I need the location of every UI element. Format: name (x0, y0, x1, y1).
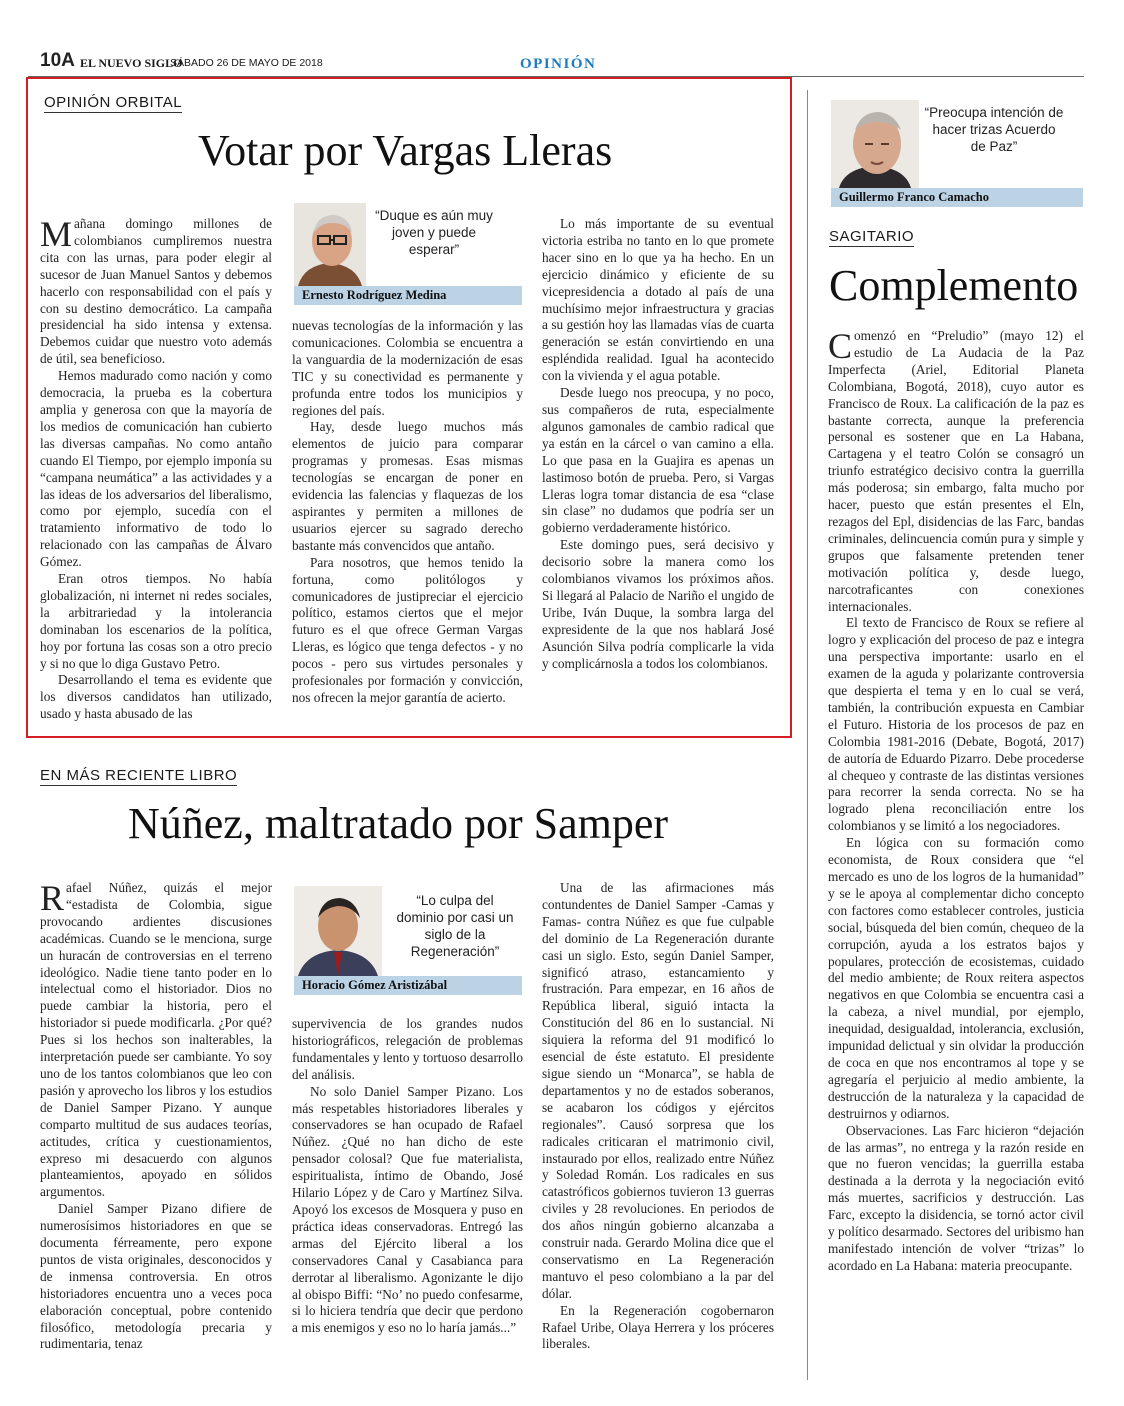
paragraph: añana domingo millones de colombianos cumpliremos nuestra cita con las urnas, para poder elegir al sucesor de Juan Manuel Santos y debemos hacerlo con responsabilidad con el país y con su destino democrático. La campaña presidencial ha sido intensa y extensa. Debemos cuidar que nuestro voto además de útil, sea beneficioso. (40, 216, 272, 367)
paragraph: Eran otros tiempos. No había globalización, ni internet ni redes sociales, la arbitrariedad y la intolerancia dominaban los escenarios de la política, hoy por fortuna las cosas son a otro precio y si no que lo diga Gustavo Petro. (40, 571, 272, 671)
section-title: OPINIÓN (520, 56, 597, 72)
paragraph: supervivencia de los grandes nudos historiográficos, relegación de problemas fundamentales y lento y tortuoso desarrollo del análisis. (292, 1016, 523, 1082)
paragraph: Una de las afirmaciones más contundentes de Daniel Samper -Camas y Famas- contra Núñez es que fue culpable del dominio de La Regeneración durante casi un siglo. Esto, según Daniel Samper, significó atraso, estancamiento y frustración. Para empezar, en 16 años de República liberal, siguió intacta la Constitución del 86 en lo sustancial. Ni siquiera la reforma del 91 modificó lo esencial de éste estatuto. El presidente sigue siendo un “Monarca”, se habla de departamentos y no de estados soberanos, se acabaron los códigos y ejércitos regionales”. Causó sorpresa que los radicales criticaran el matrimonio civil, instaurado por ellos, realizado entre Núñez y Soledad Román. Los radicales en sus catastróficos gobiernos tuvieron 13 guerras civiles y 28 revoluciones. En periodos de dos años ningún gobierno alcanzaba a construir nada. Gerardo Molina dice que el conservatismo en La Regeneración mantuvo el peso colombiano a la par del dólar. (542, 880, 774, 1301)
paragraph: omenzó en “Preludio” (mayo 12) el estudio de La Audacia de la Paz Imperfecta (Ariel, Editorial Planeta Colombiana, Bogotá, 2018), cuyo autor es Francisco de Roux. La calificación de la paz es bastante correcta, aunque la preferencia personal es sostener que en La Habana, Cartagena y el teatro Colón se consagró un triunfo estratégico decisivo contra la guerrilla más poderosa; sin embargo, falta mucho por hacer, puesto que están presentes el Eln, rezagos del Epl, disidencias de las Farc, bandas criminales, delincuencia común pura y simple y grupos que falsamente pretenden tener motivación política y, desde luego, narcotraficantes con conexiones internacionales. (828, 328, 1084, 614)
article3-title: Núñez, maltratado por Samper (128, 799, 669, 848)
paragraph: El texto de Francisco de Roux se refiere al logro y explicación del proceso de paz e integra una perspectiva importante: usarlo en el examen de la aguda y polarizante controversia que despierta el tema y en lo cual se verá, también, la contribución expuesta en Cambiar el Futuro. Historia de los procesos de paz en Colombia 1981-2016 (Debate, Bogotá, 2017) de autoría de Eduardo Pizarro. Debe procederse al chequeo y contraste de las distintas versiones para recorrer la senda correcta. No se ha logrado plena reconciliación entre los colombianos y se limitó a los negociadores. (828, 615, 1084, 834)
paragraph: afael Núñez, quizás el mejor “estadista de Colombia, sigue provocando ardientes discusiones académicas. Cuando se le menciona, surge un huracán de controversias en el terreno ideológico. Nadie tiene tanto poder en lo intelectual como el historiador. Dios no puede cambiar la historia, pero el historiador si puede modificarla. ¿Por qué? Pues si los hechos son inalterables, la interpretación puede ser cambiante. Yo soy uno de los tantos colombianos que leo con pasión y aprovecho los libros y los estudios de Daniel Samper Pizano. Y aunque comparto multitud de sus audaces teorías, actitudes, crítica y cuestionamientos, expreso mi desacuerdo con algunos planteamientos, apoyado en sólidos argumentos. (40, 880, 272, 1200)
drop-cap: R (40, 878, 65, 918)
paragraph: Desde luego nos preocupa, y no poco, sus compañeros de ruta, especialmente algunos gamonales de cambio radical que ya están en la cárcel o van camino a ella. Lo que pasa en la Guajira es apenas un lastimoso botón de prueba. Pero, si Vargas Lleras logra tomar distancia de esa “clase sin clase” no dudamos que podría ser un gobierno verdaderamente histórico. (542, 385, 774, 536)
paragraph: Lo más importante de su eventual victoria estriba no tanto en lo que promete hacer sino en lo que ya ha hecho. En un ejercicio dinámico y eficiente de su vicepresidencia a dotado al país de una muchísimo mejor infraestructura y gracias a su gestión hoy las llamadas vías de cuarta generación se están convirtiendo en una espléndida realidad. Igual ha acontecido con la vivienda y el agua potable. (542, 216, 774, 384)
article1-column-3 (542, 216, 774, 672)
paragraph: Observaciones. Las Farc hicieron “dejación de las armas”, no entrega y la razón reside en que no fueron vencidas; la guerrilla estaba destinada a la derrota y la negociación evitó más muertes, sacrificios y destrucción. Las Farc, excepto la disidencia, se tornó actor civil y político desarmado. Sectores del uribismo han manifestado intención de volver “trizas” lo acordado en La Habana: materia preocupante. (828, 1122, 1084, 1273)
pull-quote: “Duque es aún muy joven y puede esperar” (375, 208, 493, 257)
issue-date: SÁBADO 26 DE MAYO DE 2018 (170, 57, 323, 69)
article1-column-1 (40, 216, 272, 723)
author-name: Horacio Gómez Aristizábal (294, 976, 522, 995)
article3-kicker: EN MÁS RECIENTE LIBRO (40, 767, 238, 784)
article3-column-3 (542, 880, 774, 1353)
paragraph: Para nosotros, que hemos tenido la fortuna, como politólogos y comunicadores de justipreciar el ejercicio político, estamos ciertos que el mejor futuro es el que ofrece German Vargas Lleras, es lógico que tenga defectos - y no pocos - pero sus virtudes personales y profesionales por formación y convicción, nos ofrecen la mejor garantía de acierto. (292, 554, 523, 705)
column-divider (807, 90, 808, 1380)
paragraph: Este domingo pues, será decisivo y decisorio sobre la manera como los colombianos vivamos los próximos años. Si llegará al Palacio de Nariño el ungido de Uribe, Iván Duque, la sombra larga del expresidente de la que nos hablará José Asunción Silva podría complicarle la vida y complicárnosla a todos los colombianos. (542, 537, 774, 671)
paragraph: Desarrollando el tema es evidente que los diversos candidatos han utilizado, usado y hasta abusado de las (40, 672, 272, 722)
article3-column-2 (292, 1016, 523, 1337)
author-photo (294, 203, 366, 286)
author-name: Ernesto Rodríguez Medina (294, 286, 522, 305)
article1-title: Votar por Vargas Lleras (198, 126, 613, 175)
author-photo (294, 886, 382, 976)
drop-cap: M (40, 214, 73, 254)
paragraph: En la Regeneración cogobernaron Rafael Uribe, Olaya Herrera y los próceres liberales. (542, 1302, 774, 1352)
pull-quote: “Preocupa intención de hacer trizas Acuerdo de Paz” (924, 105, 1064, 154)
author-name: Guillermo Franco Camacho (831, 188, 1083, 207)
article1-column-2 (292, 318, 523, 707)
author-photo (831, 100, 919, 188)
article2-kicker: SAGITARIO (829, 228, 915, 245)
article2-column (828, 328, 1084, 1275)
drop-cap: C (828, 326, 853, 366)
article2-title: Complemento (829, 261, 1079, 310)
paragraph: nuevas tecnologías de la información y las comunicaciones. Colombia se encuentra a la vanguardia de la modernización de esas TIC y su conectividad es permanente y profunda entre todos los municipios y regiones del país. (292, 318, 523, 418)
paragraph: No solo Daniel Samper Pizano. Los más respetables historiadores liberales y conservadores se han ocupado de Rafael Núñez. ¿Qué no han dicho de este pensador colosal? Que fue materialista, espiritualista, íntimo de Obando, José Hilario López y de Caro y Martínez Silva. Apoyó los excesos de Mosquera y puso en práctica ideas conservadoras. Entregó las armas del Ejército liberal a los conservadores Canal y Casabianca para derrotar al liberalismo. Agonizante le dijo al obispo Biffi: “No’ no puedo confesarme, si lo hiciera tendría que decir que perdono a mis enemigos y eso no lo haría jamás...” (292, 1083, 523, 1336)
paragraph: Hemos madurado como nación y como democracia, la prueba es la cobertura amplia y generosa con que la mayoría de los medios de comunicación han cubierto las diversas campañas. No como antaño cuando El Tiempo, por ejemplo imponía su “campana neumática” a las actividades y a las ideas de los adversarios del liberalismo, como por ejemplo, sucedía con el tratamiento informativo de todo lo relacionado con las campañas de Álvaro Gómez. (40, 368, 272, 570)
paragraph: Daniel Samper Pizano difiere de numerosísimos historiadores en que se documenta férreamente, pero expone puntos de vista originales, desconocidos y de inmensa controversia. En otros historiadores encuentra uno a veces poca elaboración conceptual, pobre contenido filosófico, metodología precaria y rudimentaria, tenaz (40, 1201, 272, 1352)
article3-column-1 (40, 880, 272, 1353)
article1-kicker: OPINIÓN ORBITAL (44, 94, 183, 111)
paragraph: Hay, desde luego muchos más elementos de juicio para comparar programas y promesas. Esas mismas tecnologías se encargan de poner en evidencia las falencias y flaquezas de los aspirantes y permiten a millones de usuarios ejercer su sagrado derecho bastante más convencidos que antaño. (292, 419, 523, 553)
page-number: 10A (40, 50, 75, 71)
pull-quote: “Lo culpa del dominio por casi un siglo de la Regeneración” (396, 893, 514, 959)
newspaper-name: EL NUEVO SIGLO (80, 56, 183, 70)
paragraph: En lógica con su formación como economista, de Roux considera que “el mercado es uno de los logros de la humanidad” y se le apoya al complementar dicho concepto con factores como establecer controles, justicia social, búsqueda del bien común, chequeo de la corrupción, ayuda a los estratos bajos y populares, protección de ecosistemas, cuidado del medio ambiente; de Roux reitera aspectos negativos en que Colombia se encuentra casi a la cabeza, a nivel mundial, por ejemplo, inequidad, desigualdad, intolerancia, exclusión, impunidad delictual y sin olvidar la producción de coca en que nos encontramos al tope y se agregaría el perjuicio al medio ambiente, la destrucción de la naturaleza y la capacidad de destruirnos y odiarnos. (828, 835, 1084, 1121)
